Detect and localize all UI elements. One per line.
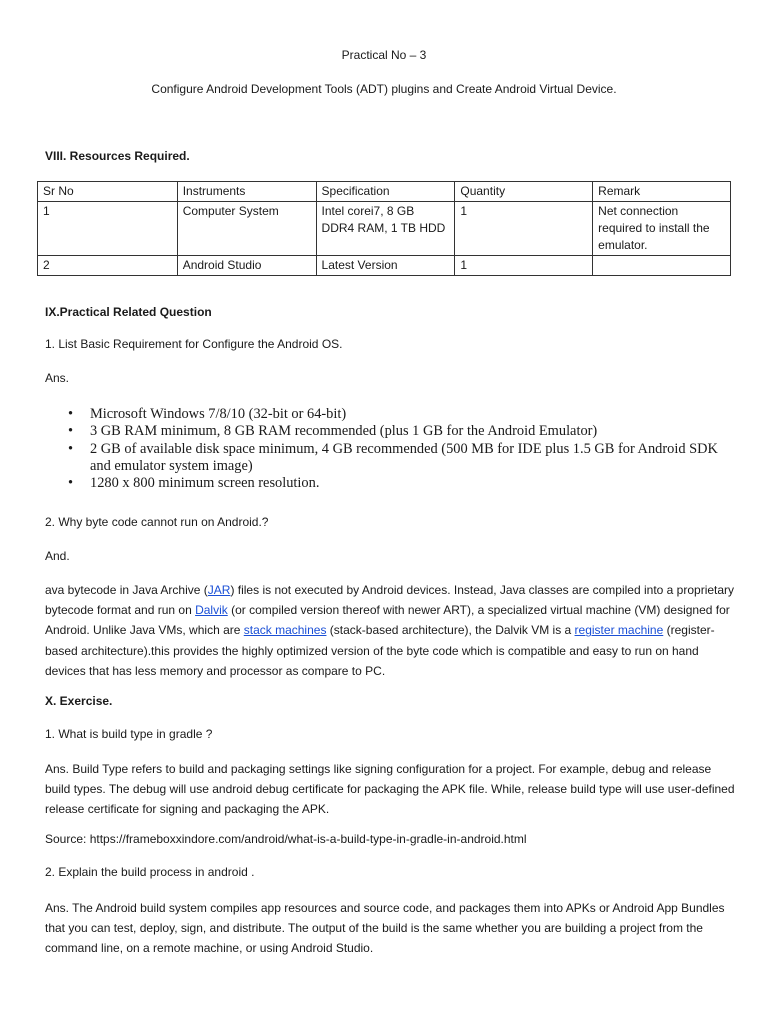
list-item [68,440,740,476]
cell-remark: Net connection required to install the emulator. [593,202,731,256]
answer-text: (register-based architecture).this provides the highly optimized version of the byte code which is compatible and easy to run on hand devices that has less memory and processor as compare to PC. [45,623,715,678]
resources-table [37,181,731,276]
cell-sr-no: 2 [38,256,178,276]
cell-quantity: 1 [455,202,593,256]
cell-remark [593,256,731,276]
list-item-text: 3 GB RAM minimum, 8 GB RAM recommended (plus 1 GB for the Android Emulator) [90,423,598,440]
table-header-row [38,182,731,202]
cell-quantity: 1 [455,256,593,276]
exercise-answer-2: Ans. The Android build system compiles app resources and source code, and packages them into APKs or Android App Bundles that you can test, deploy, sign, and distribute. The output of the build is the same whether you are building a project from the command line, on a remote machine, or using Android Studio. [45,901,725,956]
list-item [68,475,740,492]
cell-instrument: Computer System [177,202,316,256]
practical-questions-heading: IX.Practical Related Question [45,305,212,319]
jar-link[interactable]: JAR [207,583,231,597]
resources-heading: VIII. Resources Required. [45,149,190,163]
table-row [38,202,731,256]
exercise-question-2: 2. Explain the build process in android . [45,865,255,879]
answer-label: Ans. [45,371,70,385]
source-text: Source: https://frameboxxindore.com/android/what-is-a-build-type-in-gradle-in-android.html [45,832,527,846]
exercise-answer-1: Ans. Build Type refers to build and packaging settings like signing configuration for a project. For example, debug and release build types. The debug will use android debug certificate for packaging the APK file. While, release build type will use user-defined release certificate for signing and packaging the APK. [45,762,735,817]
col-header-remark: Remark [593,182,731,202]
answer-text: (or compiled version thereof with newer ART), a specialized virtual machine (VM) designed for Android. Unlike Java VMs, which are [45,603,730,638]
cell-specification: Latest Version [316,256,455,276]
exercise-heading: X. Exercise. [45,694,113,708]
bullet-icon: • [68,423,74,440]
list-item-text: 1280 x 800 minimum screen resolution. [90,475,320,492]
list-item [68,406,740,423]
table-row [38,256,731,276]
stack-machines-link[interactable]: stack machines [243,623,327,638]
requirements-list [47,406,740,492]
and-label: And. [45,549,70,563]
register-machine-link[interactable]: register machine [574,623,664,638]
cell-instrument: Android Studio [177,256,316,276]
practical-number: Practical No – 3 [341,48,427,62]
list-item [68,423,740,440]
dalvik-link[interactable]: Dalvik [195,603,228,618]
answer-text: ava bytecode in Java Archive ( [45,583,208,597]
col-header-instruments: Instruments [177,182,316,202]
col-header-quantity: Quantity [455,182,593,202]
list-item-text: Microsoft Windows 7/8/10 (32-bit or 64-bit) [90,406,347,422]
list-item-text: 2 GB of available disk space minimum, 4 GB recommended (500 MB for IDE plus 1.5 GB for Android SDK and emulator system image) [90,440,718,474]
question-2: 2. Why byte code cannot run on Android.? [45,515,269,529]
col-header-sr-no: Sr No [38,182,178,202]
cell-specification: Intel corei7, 8 GB DDR4 RAM, 1 TB HDD [316,202,455,256]
col-header-specification: Specification [316,182,455,202]
exercise-question-1: 1. What is build type in gradle ? [45,727,213,741]
cell-sr-no: 1 [38,202,178,256]
question-1: 1. List Basic Requirement for Configure the Android OS. [45,337,343,351]
practical-title: Configure Android Development Tools (ADT) plugins and Create Android Virtual Device. [151,82,617,96]
answer-2-paragraph [45,580,735,681]
bullet-icon: • [68,475,74,492]
bullet-icon: • [68,440,74,457]
answer-text: ) files is not executed by Android devices. Instead, Java classes are compiled into a proprietary bytecode format and run on [45,583,735,618]
bullet-icon: • [68,406,74,422]
answer-text: (stack-based architecture), the Dalvik VM is a [326,623,575,638]
